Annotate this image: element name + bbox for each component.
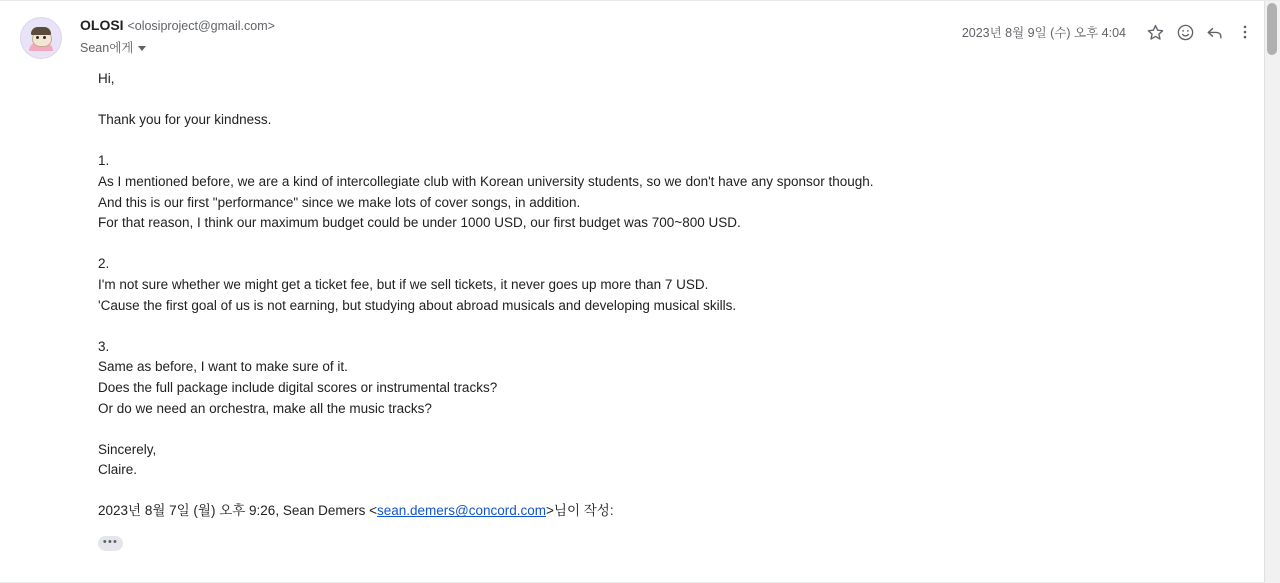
body-line: 3.: [98, 338, 110, 354]
message-date: 2023년 8월 9일 (수) 오후 4:04: [961, 26, 1126, 40]
avatar-eye-left: [36, 36, 39, 39]
body-line: Does the full package include digital scores or instrumental tracks?: [98, 379, 498, 395]
body-line: Sincerely,: [98, 441, 157, 457]
body-spacer: [98, 131, 1220, 152]
message-actions: [962, 15, 1260, 47]
body-line: Claire.: [98, 462, 138, 478]
avatar-illustration: [28, 27, 54, 51]
recipient-toggle[interactable]: [80, 38, 146, 56]
body-line: For that reason, I think our maximum budget could be under 1000 USD, our first budget was 700~800 USD.: [98, 215, 741, 231]
reply-icon[interactable]: [1200, 17, 1230, 47]
body-spacer: [98, 419, 1220, 440]
sender-name[interactable]: OLOSI: [80, 17, 124, 33]
body-line: And this is our first "performance" since we make lots of cover songs, in addition.: [98, 194, 581, 210]
sender-line: [80, 15, 962, 36]
more-options-icon[interactable]: [1230, 17, 1260, 47]
body-spacer: [98, 90, 1220, 111]
body-line: 1.: [98, 153, 110, 169]
quote-prefix: 2023년 8월 7일 (월) 오후 9:26, Sean Demers <: [98, 503, 377, 519]
body-line: I'm not sure whether we might get a ticket fee, but if we sell tickets, it never goes up more than 7 USD.: [98, 276, 709, 292]
body-line: Same as before, I want to make sure of it.: [98, 359, 348, 375]
message-body: [20, 69, 1260, 553]
body-line: As I mentioned before, we are a kind of intercollegiate club with Korean university students, so we don't have any sponsor though.: [98, 173, 874, 189]
quote-suffix: >님이 작성:: [546, 503, 614, 519]
star-icon[interactable]: [1140, 17, 1170, 47]
quoted-attribution: [98, 501, 1220, 522]
body-spacer: [98, 316, 1220, 337]
sender-email[interactable]: <olosiproject@gmail.com>: [127, 19, 275, 33]
vertical-scrollbar[interactable]: [1264, 1, 1280, 583]
chevron-down-icon[interactable]: [138, 46, 146, 51]
body-line: Or do we need an orchestra, make all the music tracks?: [98, 400, 432, 416]
scrollbar-thumb[interactable]: [1267, 3, 1277, 55]
recipient-label: Sean에게: [80, 41, 134, 55]
show-trimmed-content-label: •••: [102, 535, 119, 548]
emoji-reaction-icon[interactable]: [1170, 17, 1200, 47]
show-trimmed-content-button[interactable]: [98, 536, 123, 551]
message-header: [20, 15, 1260, 59]
sender-avatar: [20, 17, 62, 59]
body-line: Hi,: [98, 71, 115, 86]
body-line: 2.: [98, 256, 110, 272]
email-message: [0, 1, 1280, 553]
body-line: 'Cause the first goal of us is not earning, but studying about abroad musicals and developing musical skills.: [98, 297, 737, 313]
body-spacer: [98, 234, 1220, 255]
avatar-hair: [31, 27, 51, 35]
sender-info: [62, 15, 962, 57]
body-line: Thank you for your kindness.: [98, 112, 272, 128]
quoted-sender-email-link[interactable]: sean.demers@concord.com: [377, 503, 547, 519]
avatar-eye-right: [43, 36, 46, 39]
